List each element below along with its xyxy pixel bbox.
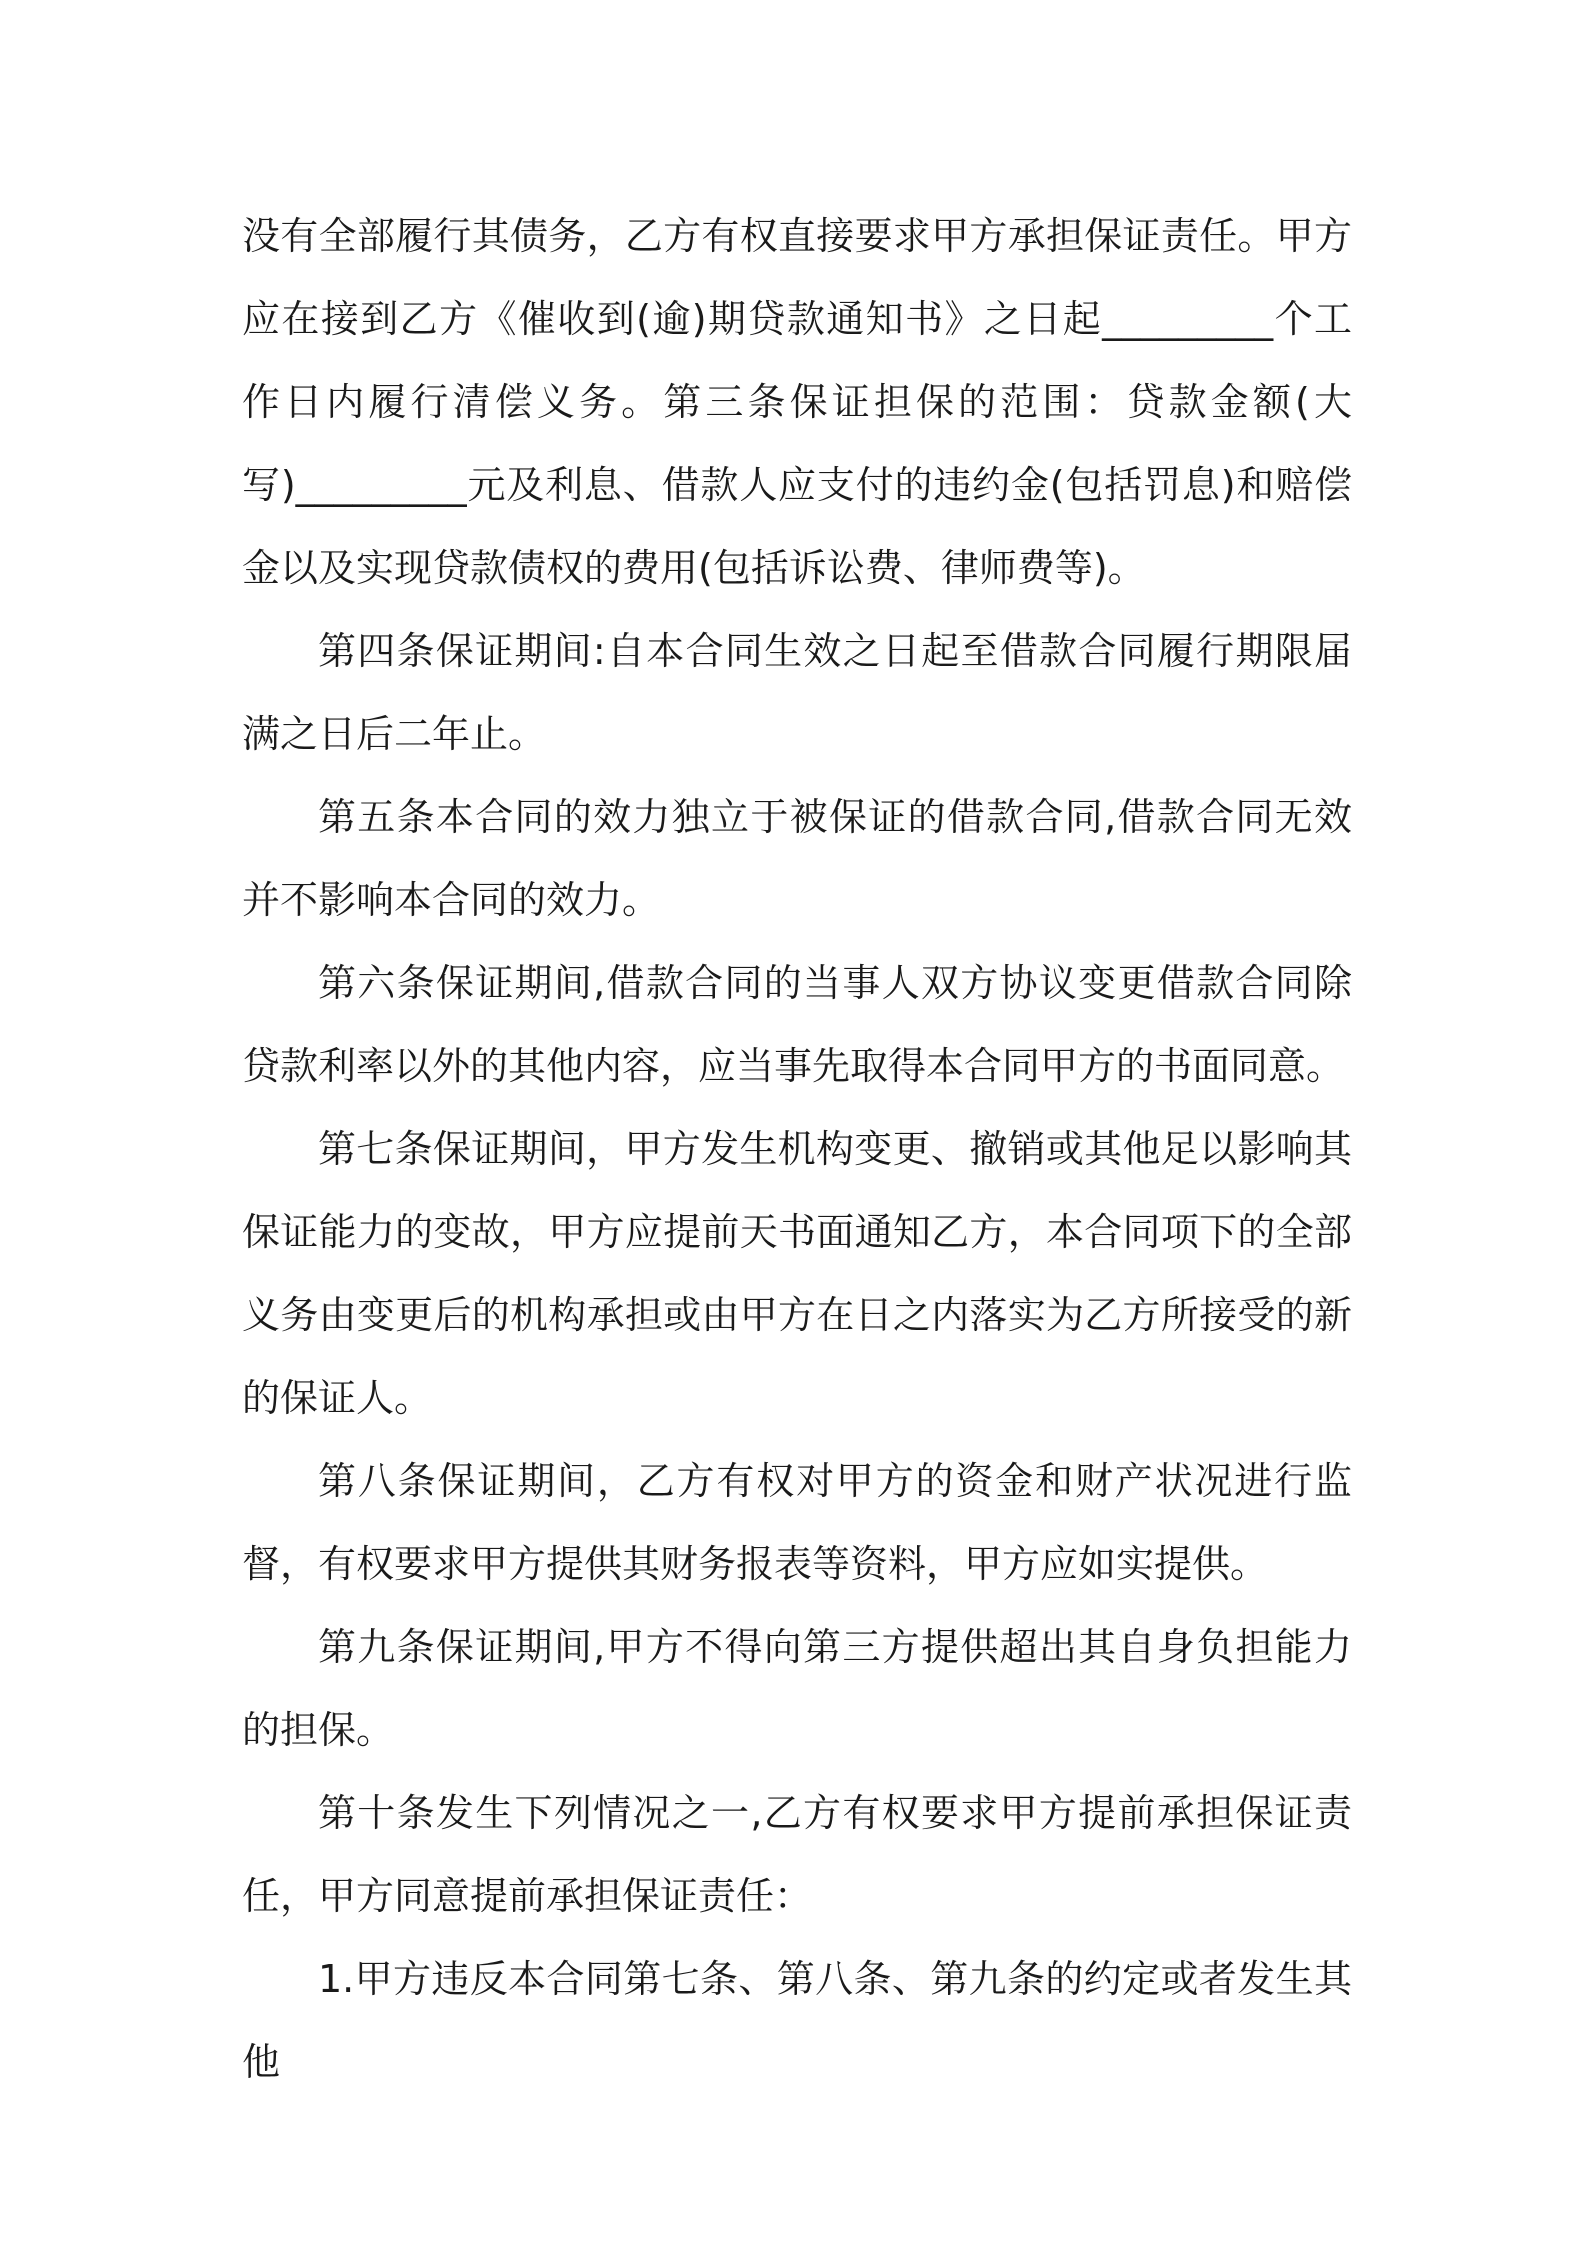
paragraph-article-7: 第七条保证期间，甲方发生机构变更、撤销或其他足以影响其保证能力的变故，甲方应提前天书面通知乙方，本合同项下的全部义务由变更后的机构承担或由甲方在日之内落实为乙方所接受的新的保证人。	[242, 1127, 1352, 1420]
paragraph-article-8: 第八条保证期间，乙方有权对甲方的资金和财产状况进行监督，有权要求甲方提供其财务报表等资料，甲方应如实提供。	[242, 1459, 1352, 1586]
paragraph-article-9: 第九条保证期间,甲方不得向第三方提供超出其自身负担能力的担保。	[242, 1625, 1352, 1752]
paragraph-article-6: 第六条保证期间,借款合同的当事人双方协议变更借款合同除贷款利率以外的其他内容，应当事先取得本合同甲方的书面同意。	[242, 961, 1352, 1088]
paragraph-article-4: 第四条保证期间:自本合同生效之日起至借款合同履行期限届满之日后二年止。	[242, 629, 1352, 756]
paragraph-continuation: 没有全部履行其债务，乙方有权直接要求甲方承担保证责任。甲方应在接到乙方《催收到(逾)期贷款通知书》之日起_________个工作日内履行清偿义务。第三条保证担保的范围：贷款金额(大写)_________元及利息、借款人应支付的违约金(包括罚息)和赔偿金以及实现贷款债权的费用(包括诉讼费、律师费等)。	[242, 214, 1352, 590]
paragraph-item-1: 1.甲方违反本合同第七条、第八条、第九条的约定或者发生其他	[242, 1957, 1352, 2084]
document-body	[242, 195, 1352, 2104]
paragraph-article-5: 第五条本合同的效力独立于被保证的借款合同,借款合同无效并不影响本合同的效力。	[242, 795, 1352, 922]
paragraph-article-10: 第十条发生下列情况之一,乙方有权要求甲方提前承担保证责任，甲方同意提前承担保证责任：	[242, 1791, 1352, 1918]
